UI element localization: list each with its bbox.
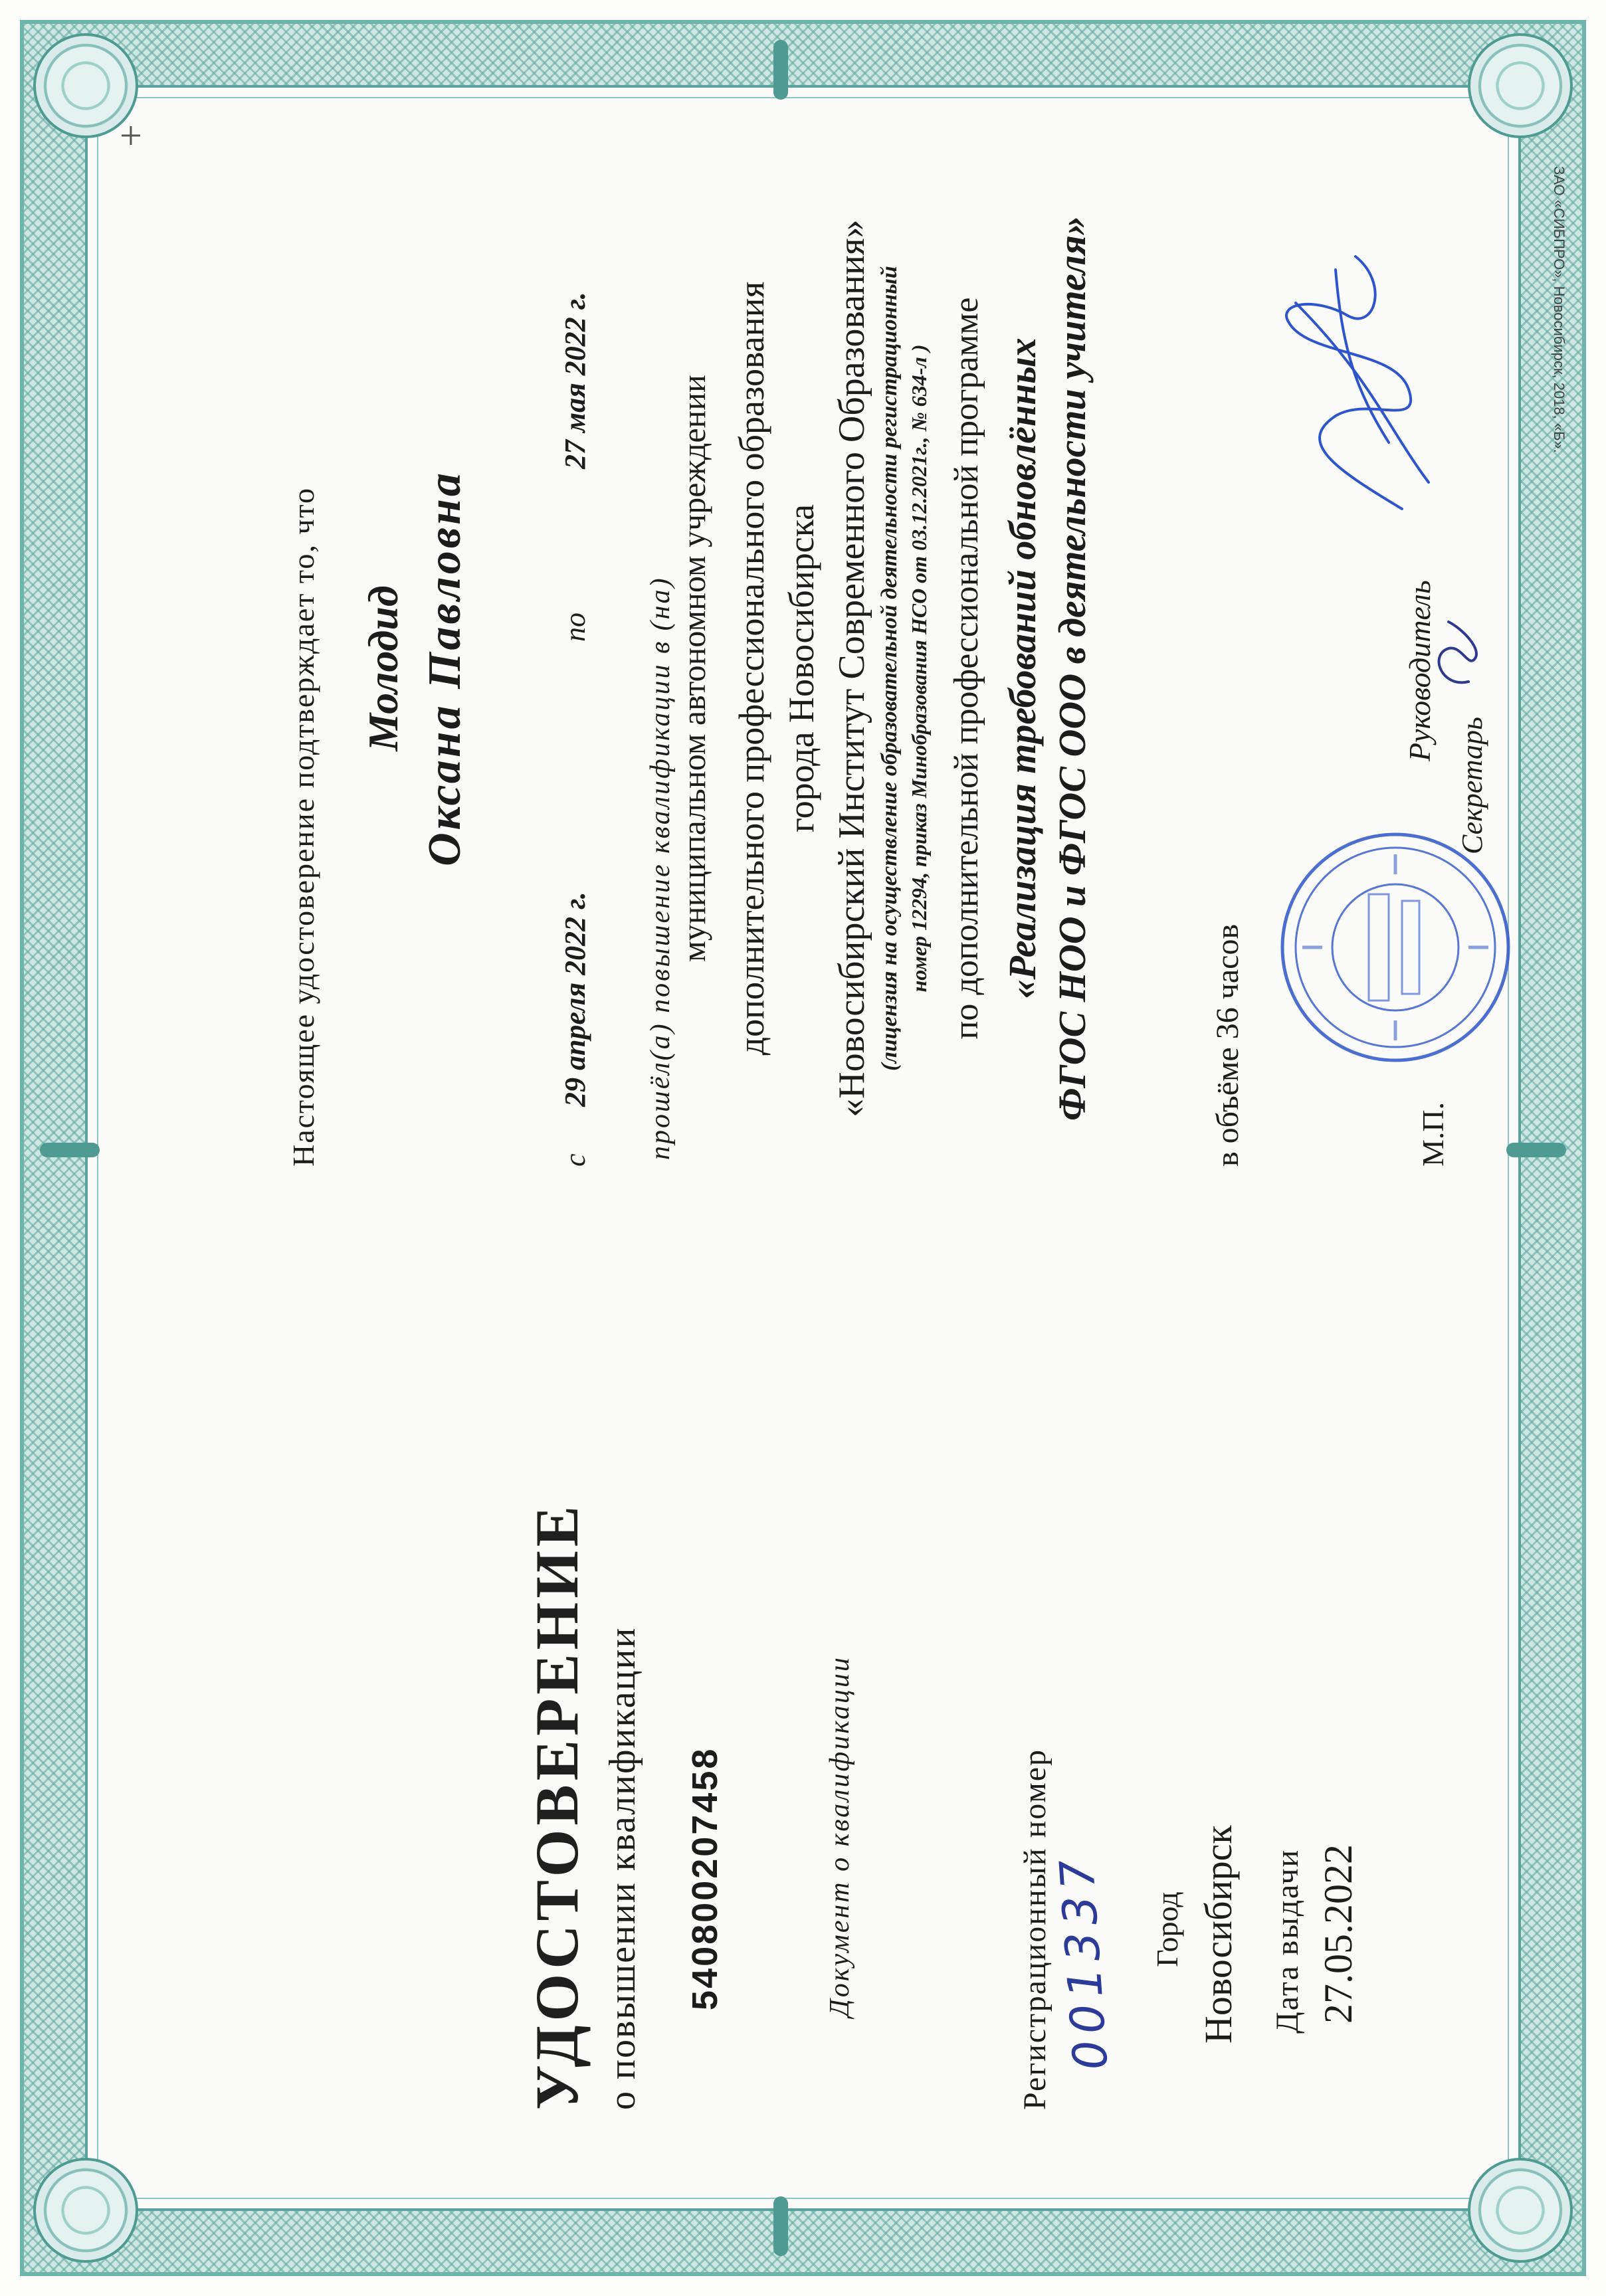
program-text: по дополнительной профессиональной программе: [948, 297, 985, 1040]
registration-number: 001337: [1049, 1851, 1119, 2072]
certificate-number: 540800207458: [685, 1747, 725, 2010]
secretary-label: Секретарь: [1456, 716, 1488, 854]
program-title-1: «Реализация требований обновлённых: [1001, 337, 1044, 999]
holder-surname: Молодид: [359, 585, 407, 751]
head-label: Руководитель: [1403, 580, 1437, 761]
side-ornament-icon: [1506, 1143, 1566, 1157]
date-to: 27 мая 2022 г.: [559, 292, 591, 469]
side-ornament-icon: [773, 40, 788, 100]
date-from: 29 апреля 2022 г.: [559, 892, 591, 1107]
city-label: Город: [1150, 1891, 1184, 1967]
right-panel: [133, 150, 1488, 1187]
passed-text: прошёл(а) повышение квалификации в (на): [645, 576, 676, 1160]
volume-hours: в объёме 36 часов: [1210, 923, 1245, 1167]
stamp-place-label: М.П.: [1416, 1101, 1450, 1167]
side-ornament-icon: [40, 1143, 100, 1157]
corner-ornament-icon: [1468, 2158, 1573, 2263]
license-line-2: номер 12294, приказ Минобразования НСО от 03.12.2021г., № 634-л ): [907, 344, 931, 993]
corner-ornament-icon: [33, 2158, 138, 2263]
registration-label: Регистрационный номер: [1017, 1748, 1053, 2110]
city-value: Новосибирск: [1197, 1825, 1240, 2044]
left-panel: [133, 1326, 1473, 2110]
org-line-2: дополнительного профессионального образования: [732, 281, 771, 1056]
to-prefix: по: [559, 613, 591, 642]
certificate-subtitle: о повышении квалификации: [602, 1626, 643, 2110]
certificate-title: УДОСТОВЕРЕНИЕ: [523, 1501, 591, 2110]
org-line-1: муниципальном автономном учреждении: [675, 375, 712, 962]
certificate-content: [133, 133, 1488, 2163]
license-line-1: (лицензия на осуществление образовательной деятельности регистрационный: [877, 266, 902, 1071]
program-title-2: ФГОС НОО и ФГОС ООО в деятельности учителя»: [1051, 216, 1094, 1121]
org-line-3: города Новосибирска: [781, 504, 821, 833]
holder-name: Оксана Павловна: [419, 470, 470, 866]
corner-mark: +: [120, 114, 142, 157]
side-ornament-icon: [773, 2196, 788, 2256]
confirm-text: Настоящее удостоверение подтверждает то, что: [286, 486, 320, 1167]
institute-name: «Новосибирский Институт Современного Образования»: [831, 219, 872, 1117]
document-kind: Документ о квалификации: [825, 1656, 855, 2017]
from-prefix: с: [559, 1153, 591, 1167]
official-stamp: [1276, 828, 1515, 1067]
issue-date: 27.05.2022: [1316, 1844, 1360, 2024]
issue-date-label: Дата выдачи: [1270, 1848, 1305, 2034]
printer-note: ЗАО «СИБПРО», Новосибирск, 2018, «Б».: [1551, 166, 1567, 453]
